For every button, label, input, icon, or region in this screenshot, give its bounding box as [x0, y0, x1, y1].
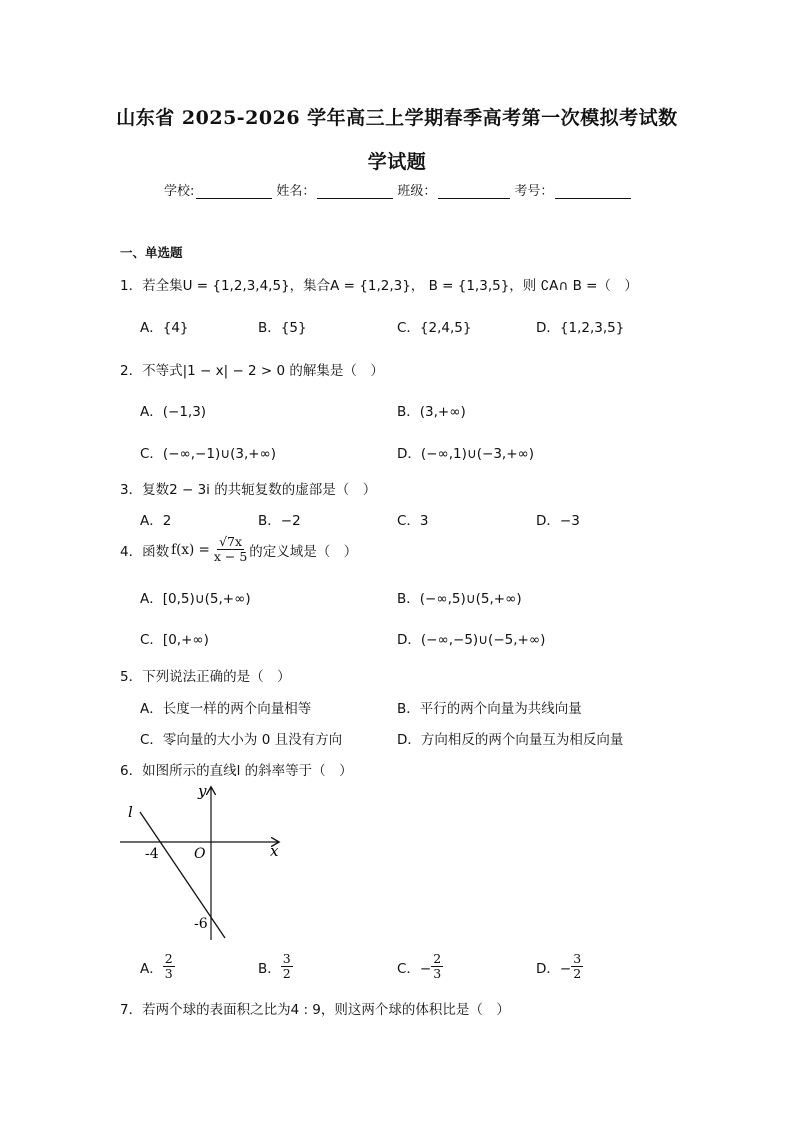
- page-title-continued: 学试题: [367, 151, 427, 173]
- question-4-stem: [120, 536, 357, 563]
- section-heading: 一、单选题: [120, 245, 183, 260]
- origin-label: O: [194, 846, 206, 862]
- question-5-stem: 5．下列说法正确的是（ ）: [120, 669, 291, 685]
- y-axis-label: y: [198, 782, 207, 800]
- question-5-option-d[interactable]: D．方向相反的两个向量互为相反向量: [397, 732, 624, 748]
- x-intercept-label: -4: [145, 846, 159, 862]
- question-3-option-c[interactable]: C．3: [397, 513, 429, 529]
- question-5-option-c[interactable]: C．零向量的大小为 0 且没有方向: [140, 732, 343, 748]
- question-2-option-d[interactable]: D．(−∞,1)∪(−3,+∞): [397, 446, 535, 462]
- option-d-numerator: 3: [573, 951, 582, 966]
- question-4-option-c[interactable]: C．[0,+∞): [140, 632, 209, 648]
- question-6-option-c[interactable]: [397, 953, 443, 980]
- option-b-denominator: 2: [282, 965, 291, 981]
- option-c-denominator: 3: [433, 965, 442, 981]
- function-denominator: x − 5: [213, 548, 248, 564]
- question-1-option-d[interactable]: D．{1,2,3,5}: [536, 320, 625, 336]
- question-4-suffix: 的定义域是（ ）: [249, 543, 358, 560]
- question-6-option-b[interactable]: [258, 953, 293, 980]
- question-2-option-b[interactable]: B．(3,+∞): [397, 404, 466, 420]
- function-fraction: [212, 536, 249, 563]
- function-lhs: f(x) =: [171, 541, 210, 558]
- option-d-prefix: D．−: [536, 960, 572, 977]
- option-a-fraction: [163, 953, 175, 980]
- x-axis-label: x: [270, 842, 279, 860]
- question-6-option-a[interactable]: [140, 953, 175, 980]
- question-2-option-c[interactable]: C．(−∞,−1)∪(3,+∞): [140, 446, 277, 462]
- option-c-fraction: [431, 953, 443, 980]
- question-2-stem: 2．不等式|1 − x| − 2 > 0 的解集是（ ）: [120, 363, 384, 379]
- question-3-option-b[interactable]: B．−2: [258, 513, 301, 529]
- question-7-stem: 7．若两个球的表面积之比为4 : 9，则这两个球的体积比是（ ）: [120, 1002, 510, 1018]
- question-3-option-a[interactable]: A．2: [140, 513, 172, 529]
- question-4-prefix: 4．函数: [120, 543, 170, 560]
- question-2-option-a[interactable]: A．(−1,3): [140, 404, 207, 420]
- line-l: [140, 812, 225, 938]
- question-4-option-a[interactable]: A．[0,5)∪(5,+∞): [140, 591, 251, 607]
- question-4-option-d[interactable]: D．(−∞,−5)∪(−5,+∞): [397, 632, 546, 648]
- school-label: 学校:: [164, 184, 195, 199]
- line-l-label: l: [128, 803, 133, 821]
- question-4-option-b[interactable]: B．(−∞,5)∪(5,+∞): [397, 591, 522, 607]
- option-c-prefix: C．−: [397, 960, 432, 977]
- option-a-numerator: 2: [164, 951, 173, 966]
- slope-figure: [110, 780, 290, 945]
- school-blank[interactable]: [196, 184, 272, 199]
- option-a-denominator: 3: [164, 965, 173, 981]
- page-title: 山东省 2025-2026 学年高三上学期春季高考第一次模拟考试数: [116, 107, 678, 129]
- option-b-prefix: B．: [258, 960, 281, 977]
- number-blank[interactable]: [555, 184, 631, 199]
- question-1-option-a[interactable]: A．{4}: [140, 320, 189, 336]
- option-b-fraction: [281, 953, 293, 980]
- question-5-option-b[interactable]: B．平行的两个向量为共线向量: [397, 701, 582, 717]
- y-intercept-label: -6: [194, 916, 208, 932]
- class-blank[interactable]: [438, 184, 510, 199]
- option-c-numerator: 2: [433, 951, 442, 966]
- question-3-stem: 3．复数2 − 3i 的共轭复数的虚部是（ ）: [120, 482, 377, 498]
- question-3-option-d[interactable]: D．−3: [536, 513, 580, 529]
- option-d-fraction: [571, 953, 583, 980]
- option-d-denominator: 2: [573, 965, 582, 981]
- question-1-option-c[interactable]: C．{2,4,5}: [397, 320, 472, 336]
- question-1-stem: 1．若全集U = {1,2,3,4,5}，集合A = {1,2,3}， B = {1,3,5}，则 ∁A∩ B =（ ）: [120, 278, 638, 294]
- function-numerator: √7x: [219, 534, 243, 549]
- student-info-line: [164, 180, 635, 199]
- name-label: 姓名：: [276, 184, 316, 199]
- option-a-prefix: A．: [140, 960, 163, 977]
- question-5-option-a[interactable]: A．长度一样的两个向量相等: [140, 701, 312, 717]
- question-1-option-b[interactable]: B．{5}: [258, 320, 307, 336]
- option-b-numerator: 3: [282, 951, 291, 966]
- question-6-stem: 6．如图所示的直线l 的斜率等于（ ）: [120, 763, 353, 779]
- question-6-option-d[interactable]: [536, 953, 583, 980]
- class-label: 班级：: [397, 184, 437, 199]
- number-label: 考号：: [514, 184, 554, 199]
- name-blank[interactable]: [317, 184, 393, 199]
